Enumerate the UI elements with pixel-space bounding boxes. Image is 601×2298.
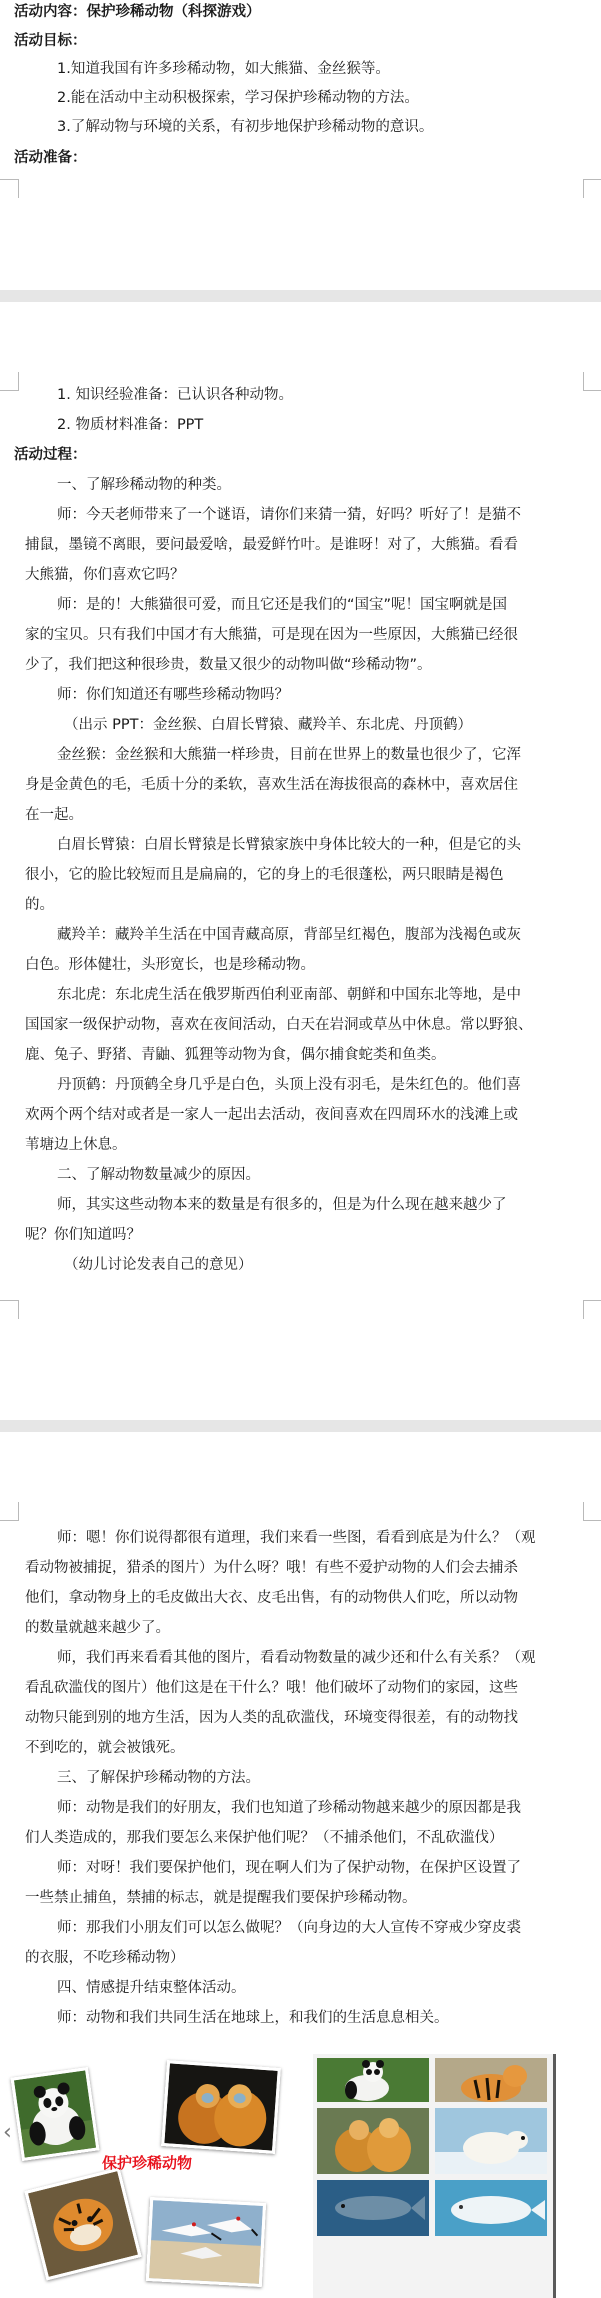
paragraph-line: 看动物被捕捉，猎杀的图片）为什么呀？哦！有些不爱护动物的人们会去捕杀 (25, 1560, 518, 1576)
paragraph-line: 家的宝贝。只有我们中国才有大熊猫，可是现在因为一些原因，大熊猫已经很 (25, 627, 518, 643)
tiger-tile (435, 2058, 547, 2102)
activity-process-heading: 活动过程： (14, 447, 87, 463)
paragraph-line: 身是金黄色的毛，毛质十分的柔软，喜欢生活在海拔很高的森林中，喜欢居住 (25, 777, 518, 793)
panda-tile (317, 2058, 429, 2102)
section-heading: 三、了解保护珍稀动物的方法。 (57, 1770, 260, 1786)
page-corner-mark (0, 372, 19, 391)
paragraph-line: 他们，拿动物身上的毛皮做出大衣、皮毛出售，有的动物供人们吃，所以动物 (25, 1590, 518, 1606)
paragraph-line: 大熊猫，你们喜欢它吗？ (25, 567, 185, 583)
page-corner-mark (0, 1502, 19, 1521)
paragraph-line: 苇塘边上休息。 (25, 1137, 127, 1153)
animal-collage-image (14, 2060, 282, 2285)
paragraph-line: 师：嗯！你们说得都很有道理，我们来看一些图，看看到底是为什么？（观 (57, 1530, 536, 1546)
golden-monkey-photo (161, 2060, 281, 2154)
golden-monkey-tile (317, 2108, 429, 2174)
section-heading: 二、了解动物数量减少的原因。 (57, 1167, 260, 1183)
paragraph-line: 的数量就越来越少了。 (25, 1620, 170, 1636)
page-corner-mark (583, 372, 601, 391)
document-page-2 (0, 302, 601, 1420)
polar-bear-tile (435, 2108, 547, 2174)
activity-goals-heading: 活动目标： (14, 33, 87, 49)
paragraph-line: 的衣服，不吃珍稀动物） (25, 1950, 185, 1966)
paragraph-line: 金丝猴：金丝猴和大熊猫一样珍贵，目前在世界上的数量也很少了，它浑 (57, 747, 521, 763)
page-corner-mark (583, 1502, 601, 1521)
paragraph-line: 动物只能到别的地方生活，因为人类的乱砍滥伐，环境变得很差，有的动物找 (25, 1710, 518, 1726)
paragraph-line: 欢两个两个结对或者是一家人一起出去活动，夜间喜欢在四周环水的浅滩上或 (25, 1107, 518, 1123)
activity-prep-heading: 活动准备： (14, 150, 87, 166)
paragraph-line: 师：动物是我们的好朋友，我们也知道了珍稀动物越来越少的原因都是我 (57, 1800, 521, 1816)
paragraph-line: 师：今天老师带来了一个谜语，请你们来猜一猜，好吗？听好了！是猫不 (57, 507, 521, 523)
page-corner-mark (0, 1300, 19, 1319)
paragraph-line: 藏羚羊：藏羚羊生活在中国青藏高原，背部呈红褐色，腹部为浅褐色或灰 (57, 927, 521, 943)
paragraph-line: 师，其实这些动物本来的数量是有很多的，但是为什么现在越来越少了 (57, 1197, 507, 1213)
paragraph-line: 师：动物和我们共同生活在地球上，和我们的生活息息相关。 (57, 2010, 449, 2026)
paragraph-line: （出示 PPT：金丝猴、白眉长臂猿、藏羚羊、东北虎、丹顶鹤） (64, 717, 472, 733)
paragraph-line: （幼儿讨论发表自己的意见） (64, 1257, 253, 1273)
collage-title: 保护珍稀动物 (102, 2154, 193, 2172)
document-page-3 (0, 1432, 601, 2298)
paragraph-line: 鹿、兔子、野猪、青鼬、狐狸等动物为食，偶尔捕食蛇类和鱼类。 (25, 1047, 446, 1063)
paragraph-line: 丹顶鹤：丹顶鹤全身几乎是白色，头顶上没有羽毛，是朱红色的。他们喜 (57, 1077, 521, 1093)
crane-photo (146, 2197, 266, 2287)
section-heading: 四、情感提升结束整体活动。 (57, 1980, 246, 1996)
paragraph-line: 东北虎：东北虎生活在俄罗斯西伯利亚南部、朝鲜和中国东北等地，是中 (57, 987, 521, 1003)
paragraph-line: 捕鼠，墨镜不离眼，要问最爱啥，最爱鲜竹叶。是谁呀！对了，大熊猫。看看 (25, 537, 518, 553)
page-corner-mark (0, 179, 19, 198)
paragraph-line: 呢？你们知道吗？ (25, 1227, 141, 1243)
document-page-1 (0, 0, 601, 290)
paragraph-line: 白色。形体健壮，头形宽长，也是珍稀动物。 (25, 957, 315, 973)
goal-item-1: 1.知道我国有许多珍稀动物，如大熊猫、金丝猴等。 (57, 61, 390, 77)
paragraph-line: 师：那我们小朋友们可以怎么做呢？（向身边的大人宣传不穿戒少穿皮裘 (57, 1920, 521, 1936)
beluga-tile (435, 2180, 547, 2236)
page-corner-mark (583, 1300, 601, 1319)
paragraph-line: 少了，我们把这种很珍贵，数量又很少的动物叫做“珍稀动物”。 (25, 657, 432, 673)
paragraph-line: 看乱砍滥伐的图片）他们这是在干什么？哦！他们破坏了动物们的家园，这些 (25, 1680, 518, 1696)
activity-content-heading: 活动内容：保护珍稀动物（科探游戏） (14, 4, 261, 20)
prep-item-2: 2. 物质材料准备：PPT (57, 417, 204, 433)
page-corner-mark (583, 179, 601, 198)
goal-item-3: 3.了解动物与环境的关系，有初步地保护珍稀动物的意识。 (57, 119, 434, 135)
prep-item-1: 1. 知识经验准备：已认识各种动物。 (57, 387, 293, 403)
paragraph-line: 很小，它的脸比较短而且是扁扁的，它的身上的毛很蓬松，两只眼睛是褐色 (25, 867, 504, 883)
paragraph-line: 师，我们再来看看其他的图片，看看动物数量的减少还和什么有关系？（观 (57, 1650, 536, 1666)
paragraph-line: 白眉长臂猿：白眉长臂猿是长臂猿家族中身体比较大的一种，但是它的头 (57, 837, 521, 853)
paragraph-line: 的。 (25, 897, 54, 913)
chevron-left-icon[interactable]: ‹ (3, 2120, 12, 2145)
paragraph-line: 们人类造成的，那我们要怎么来保护他们呢？（不捕杀他们，不乱砍滥伐） (25, 1830, 504, 1846)
paragraph-line: 师：对呀！我们要保护他们，现在啊人们为了保护动物，在保护区设置了 (57, 1860, 521, 1876)
fish-tile (317, 2180, 429, 2236)
paragraph-line: 在一起。 (25, 807, 83, 823)
paragraph-line: 师：你们知道还有哪些珍稀动物吗？ (57, 687, 289, 703)
tiger-photo (24, 2168, 141, 2281)
paragraph-line: 国国家一级保护动物，喜欢在夜间活动，白天在岩洞或草丛中休息。常以野狼、 (25, 1017, 533, 1033)
goal-item-2: 2.能在活动中主动积极探索，学习保护珍稀动物的方法。 (57, 90, 419, 106)
section-heading: 一、了解珍稀动物的种类。 (57, 477, 231, 493)
paragraph-line: 师：是的！大熊猫很可爱，而且它还是我们的“国宝”呢！国宝啊就是国 (57, 597, 508, 613)
paragraph-line: 一些禁止捕鱼，禁捕的标志，就是提醒我们要保护珍稀动物。 (25, 1890, 417, 1906)
animal-grid-image (313, 2054, 556, 2298)
paragraph-line: 不到吃的，就会被饿死。 (25, 1740, 185, 1756)
panda-photo (11, 2067, 100, 2161)
